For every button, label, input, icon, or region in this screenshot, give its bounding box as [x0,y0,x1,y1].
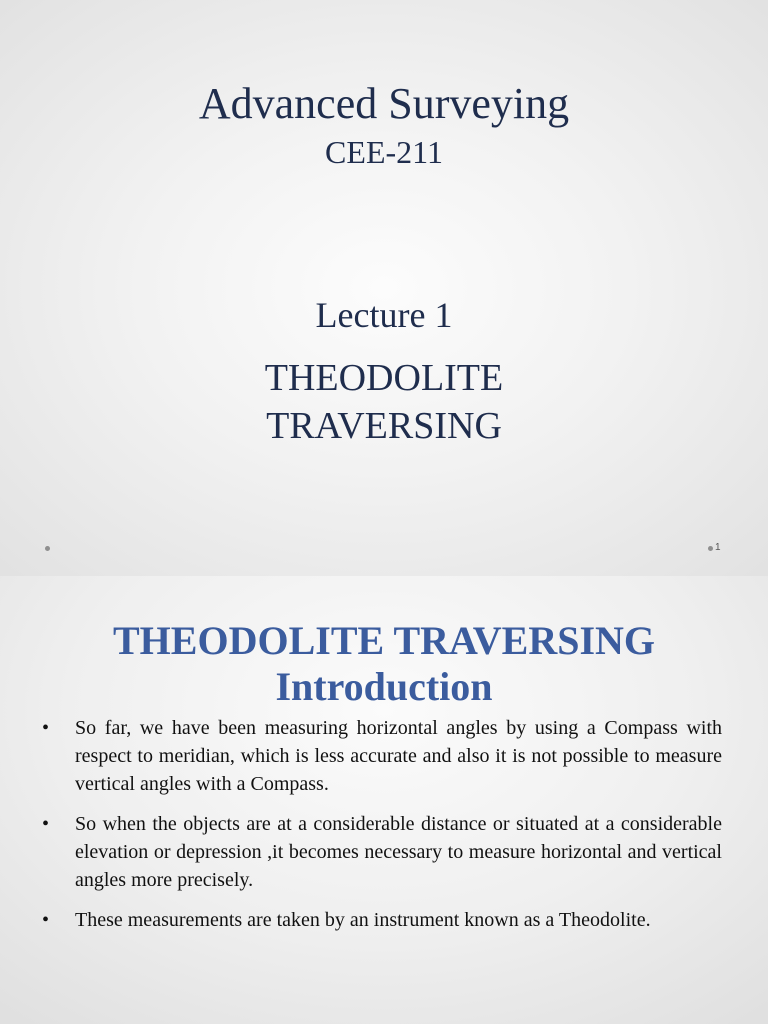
slide-title: Advanced Surveying [198,79,570,128]
slide-number: 1 [715,542,721,553]
lecture-topic-line-1: THEODOLITE [264,357,504,399]
bullet-item [42,810,722,894]
bullet-text: So far, we have been measuring horizontal angles by using a Compass with respect to meridian, which is less accurate and also it is not possible to measure vertical angles with a Compass. [75,717,722,795]
slide-2-title-line-2: Introduction [275,664,493,709]
bullet-icon: • [42,813,50,835]
footer-right-dot [708,546,713,551]
bullet-item [42,906,722,934]
bullet-item [42,714,722,798]
slide-2-title [0,618,768,710]
slide-2 [0,576,768,1024]
lecture-label: Lecture 1 [315,295,453,335]
lecture-topic [0,354,768,450]
bullet-icon: • [42,909,50,931]
lecture-topic-line-2: TRAVERSING [266,405,502,447]
bullet-list [42,714,722,946]
footer-left-dot [45,546,50,551]
bullet-text: These measurements are taken by an instrument known as a Theodolite. [75,909,651,931]
slide-2-title-line-1: THEODOLITE TRAVERSING [112,618,656,663]
course-code: CEE-211 [325,134,443,170]
bullet-text: So when the objects are at a considerable distance or situated at a considerable elevation or depression ,it becomes necessary to measure horizontal and vertical angles more precisely. [75,813,722,891]
bullet-icon: • [42,717,50,739]
